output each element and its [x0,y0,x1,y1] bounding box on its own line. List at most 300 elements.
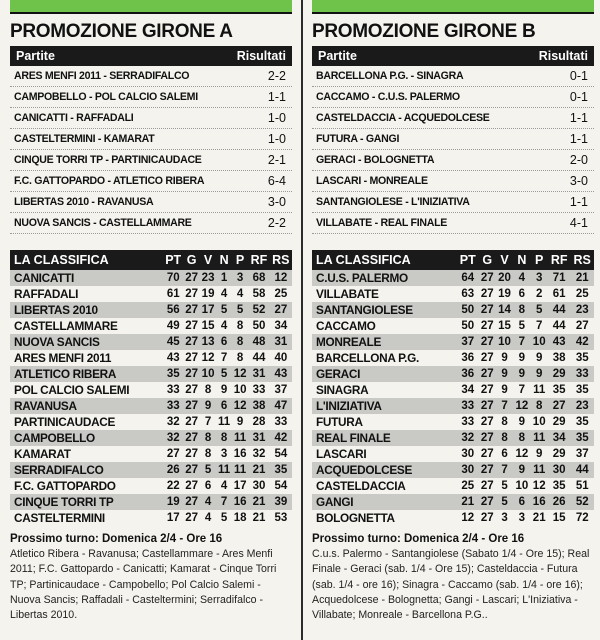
stat-cell: 44 [248,350,269,366]
stat-cell: 40 [270,350,292,366]
team-name: PARTINICAUDACE [10,414,163,430]
stat-cell: 33 [163,398,184,414]
stat-cell: 10 [513,478,530,494]
results-column-label: Risultati [236,49,286,63]
match-result: 2-1 [267,153,286,167]
stat-cell: 23 [570,398,594,414]
stat-cell: 27 [185,480,199,492]
stat-cell: 3 [496,510,513,526]
stat-cell: 11 [531,430,548,446]
stat-cell: 11 [531,462,548,478]
stat-cell: 27 [570,318,594,334]
stat-cell: 7 [513,334,530,350]
standings-row [10,318,292,334]
team-name: CINQUE TORRI TP [10,494,163,510]
stat-cell: 8 [232,334,248,350]
stat-cell: 6 [200,478,216,494]
stat-cell: 27 [479,462,496,478]
stat-cell: 5 [216,510,232,526]
stat-cell: 47 [270,398,292,414]
standings-row [10,302,292,318]
match-teams: CINQUE TORRI TP - PARTINICAUDACE [14,154,202,166]
match-row [10,150,292,171]
team-name: SINAGRA [312,382,457,398]
stat-cell: 3 [216,446,232,462]
stat-cell: 23 [201,272,215,284]
stat-cell: 38 [548,350,571,366]
standings-row [10,414,292,430]
stat-cell: 72 [570,510,594,526]
match-teams: BARCELLONA P.G. - SINAGRA [316,70,464,82]
match-row [10,171,292,192]
stat-cell: 21 [570,270,594,286]
group-title: PROMOZIONE GIRONE A [10,21,233,42]
stat-cell: 27 [479,494,496,510]
stat-cell: 27 [479,270,496,286]
results-header [10,46,292,66]
stat-cell: 27 [479,318,496,334]
stat-cell: 25 [570,286,594,302]
team-name: POL CALCIO SALEMI [10,382,163,398]
stat-cell: 9 [531,446,548,462]
stat-cell: 7 [200,414,216,430]
stat-cell: 8 [513,430,530,446]
stat-cell: 35 [570,350,594,366]
stat-cell: 51 [570,478,594,494]
standings-row [10,382,292,398]
stat-cell: 32 [163,414,184,430]
stat-cell: 37 [570,446,594,462]
match-row [312,171,594,192]
match-list [10,66,292,234]
stat-cell: 50 [248,318,269,334]
stat-cell: 43 [548,334,571,350]
match-result: 1-1 [267,90,286,104]
standings-row [312,350,594,366]
match-teams: GERACI - BOLOGNETTA [316,154,435,166]
stat-cell: 33 [457,414,479,430]
next-round-fixtures: Atletico Ribera - Ravanusa; Castellammare - Ares Menfi 2011; F.C. Gattopardo - Canicatti; Kamarat - Cinque Torri TP; Partinicaudace - Campobello; Pol Calcio Salemi - Nuova Sancis; Raffadali - Casteltermini; Serradifalco - Libertas 2010. [10,548,277,622]
stat-cell: 5 [496,494,513,510]
stat-cell: 50 [457,318,479,334]
stat-cell: 35 [570,430,594,446]
match-result: 3-0 [569,174,588,188]
team-name: BOLOGNETTA [312,510,457,526]
stat-cell: 25 [457,478,479,494]
stat-cell: 7 [531,318,548,334]
stat-cell: 5 [232,302,248,318]
standings-row [312,334,594,350]
standings-row [312,366,594,382]
standings-title: LA CLASSIFICA [10,250,163,270]
team-name: RAFFADALI [10,286,163,302]
stat-cell: 4 [513,270,530,286]
match-result: 1-0 [267,111,286,125]
stat-cell: 9 [513,462,530,478]
standings-column-header: G [183,250,199,270]
team-name: CACCAMO [312,318,457,334]
stat-cell: 34 [457,382,479,398]
match-teams: CASTELDACCIA - ACQUEDOLCESE [316,112,490,124]
standings-row [312,462,594,478]
stat-cell: 50 [457,302,479,318]
stat-cell: 9 [513,366,530,382]
stat-cell: 70 [163,270,184,286]
stat-cell: 31 [248,430,269,446]
standings-row [10,430,292,446]
team-name: CANICATTI [10,270,163,286]
stat-cell: 15 [496,318,513,334]
stat-cell: 52 [570,494,594,510]
stat-cell: 9 [200,398,216,414]
next-round-heading: Prossimo turno: Domenica 2/4 - Ore 16 [10,533,223,545]
stat-cell: 27 [185,496,199,508]
stat-cell: 33 [457,398,479,414]
stat-cell: 8 [531,398,548,414]
stat-cell: 12 [233,400,247,412]
standings-row [10,286,292,302]
stat-cell: 3 [232,270,248,286]
standings-row [10,366,292,382]
stat-cell: 28 [248,414,269,430]
standings-row [10,398,292,414]
stat-cell: 32 [163,430,184,446]
team-name: LIBERTAS 2010 [10,302,163,318]
stat-cell: 27 [479,382,496,398]
stat-cell: 22 [163,478,184,494]
stat-cell: 16 [233,496,247,508]
stat-cell: 17 [163,510,184,526]
stat-cell: 10 [531,334,548,350]
stat-cell: 35 [548,382,571,398]
standings-table [312,250,594,526]
stat-cell: 29 [548,446,571,462]
stat-cell: 8 [232,350,248,366]
standings-row [312,286,594,302]
stat-cell: 8 [200,446,216,462]
standings-header-row [312,250,594,270]
group-a-column [10,0,292,623]
match-row [10,87,292,108]
standings-row [10,334,292,350]
stat-cell: 4 [216,478,232,494]
team-name: ACQUEDOLCESE [312,462,457,478]
stat-cell: 7 [513,382,530,398]
stat-cell: 71 [548,270,571,286]
standings-body [312,270,594,526]
stat-cell: 4 [216,318,232,334]
stat-cell: 34 [270,318,292,334]
standings-column-header: V [496,250,513,270]
standings-row [10,494,292,510]
match-result: 2-2 [267,216,286,230]
match-teams: VILLABATE - REAL FINALE [316,217,448,229]
stat-cell: 27 [479,414,496,430]
match-row [10,108,292,129]
stat-cell: 1 [216,270,232,286]
stat-cell: 11 [232,462,248,478]
stat-cell: 21 [248,494,269,510]
stat-cell: 11 [218,464,231,476]
stat-cell: 33 [248,382,269,398]
team-name: KAMARAT [10,446,163,462]
match-row [312,87,594,108]
standings-row [312,302,594,318]
stat-cell: 9 [496,366,513,382]
stat-cell: 27 [185,272,199,284]
match-row [312,150,594,171]
stat-cell: 12 [270,270,292,286]
standings-row [312,446,594,462]
stat-cell: 31 [270,334,292,350]
stat-cell: 3 [513,510,530,526]
stat-cell: 25 [270,286,292,302]
green-header-bar [10,0,292,14]
stat-cell: 17 [233,480,247,492]
match-result: 3-0 [267,195,286,209]
stat-cell: 26 [163,462,184,478]
standings-row [10,462,292,478]
stat-cell: 10 [531,414,548,430]
stat-cell: 27 [185,352,199,364]
standings-row [10,350,292,366]
stat-cell: 45 [163,334,184,350]
stat-cell: 7 [496,398,513,414]
stat-cell: 7 [216,494,232,510]
standings-row [312,494,594,510]
match-result: 1-0 [267,132,286,146]
stat-cell: 11 [531,382,548,398]
stat-cell: 27 [479,430,496,446]
stat-cell: 6 [513,494,530,510]
standings-column-header: RS [270,250,292,270]
match-teams: CASTELTERMINI - KAMARAT [14,133,155,145]
standings-row [312,318,594,334]
team-name: LASCARI [312,446,457,462]
stat-cell: 16 [531,494,548,510]
stat-cell: 42 [570,334,594,350]
standings-row [312,430,594,446]
stat-cell: 11 [232,430,248,446]
stat-cell: 33 [570,366,594,382]
stat-cell: 27 [163,446,184,462]
stat-cell: 20 [496,270,513,286]
standings-row [312,270,594,286]
standings-row [10,478,292,494]
team-name: CASTELDACCIA [312,478,457,494]
stat-cell: 5 [531,302,548,318]
standings-row [10,446,292,462]
stat-cell: 12 [233,368,247,380]
stat-cell: 6 [496,446,513,462]
match-teams: LASCARI - MONREALE [316,175,428,187]
team-name: GERACI [312,366,457,382]
stat-cell: 33 [270,414,292,430]
stat-cell: 61 [163,286,184,302]
stat-cell: 21 [248,462,269,478]
team-name: SERRADIFALCO [10,462,163,478]
stat-cell: 36 [457,350,479,366]
stat-cell: 16 [233,448,247,460]
standings-column-header: P [531,250,548,270]
stat-cell: 32 [457,430,479,446]
stat-cell: 9 [232,414,248,430]
stat-cell: 21 [248,510,269,526]
standings-column-header: V [200,250,216,270]
stat-cell: 8 [200,430,216,446]
standings-title: LA CLASSIFICA [312,250,457,270]
standings-column-header: P [232,250,248,270]
stat-cell: 35 [570,382,594,398]
stat-cell: 27 [548,398,571,414]
stat-cell: 7 [216,350,232,366]
stat-cell: 12 [201,352,215,364]
stat-cell: 27 [185,432,199,444]
stat-cell: 9 [531,350,548,366]
stat-cell: 35 [548,478,571,494]
stat-cell: 8 [200,382,216,398]
stat-cell: 30 [248,478,269,494]
stat-cell: 19 [163,494,184,510]
match-result: 1-1 [569,195,588,209]
stat-cell: 27 [185,384,199,396]
stat-cell: 27 [479,366,496,382]
match-row [10,66,292,87]
stat-cell: 15 [548,510,571,526]
stat-cell: 30 [548,462,571,478]
match-row [10,192,292,213]
stat-cell: 5 [496,478,513,494]
match-row [312,108,594,129]
next-round-heading: Prossimo turno: Domenica 2/4 - Ore 16 [312,533,525,545]
stat-cell: 30 [457,462,479,478]
stat-cell: 18 [233,512,247,524]
match-result: 1-1 [569,111,588,125]
standings-row [312,478,594,494]
standings-row [10,510,292,526]
stat-cell: 27 [479,350,496,366]
team-name: CAMPOBELLO [10,430,163,446]
team-name: ARES MENFI 2011 [10,350,163,366]
stat-cell: 12 [457,510,479,526]
team-name: CASTELTERMINI [10,510,163,526]
stat-cell: 29 [548,366,571,382]
stat-cell: 35 [270,462,292,478]
stat-cell: 27 [185,304,199,316]
stat-cell: 54 [270,446,292,462]
stat-cell: 27 [185,368,199,380]
team-name: FUTURA [312,414,457,430]
stat-cell: 2 [531,286,548,302]
stat-cell: 27 [185,336,199,348]
match-teams: F.C. GATTOPARDO - ATLETICO RIBERA [14,175,205,187]
stat-cell: 30 [457,446,479,462]
standings-column-header: PT [163,250,184,270]
stat-cell: 27 [270,302,292,318]
stat-cell: 58 [248,286,269,302]
stat-cell: 7 [496,462,513,478]
stat-cell: 52 [248,302,269,318]
stat-cell: 39 [270,494,292,510]
standings-header-row [10,250,292,270]
stat-cell: 4 [200,494,216,510]
stat-cell: 44 [548,302,571,318]
stat-cell: 8 [232,318,248,334]
stat-cell: 9 [216,382,232,398]
stat-cell: 6 [216,398,232,414]
stat-cell: 4 [232,286,248,302]
match-teams: CANICATTI - RAFFADALI [14,112,134,124]
match-row [10,129,292,150]
stat-cell: 5 [216,302,232,318]
team-name: SANTANGIOLESE [312,302,457,318]
stat-cell: 27 [479,398,496,414]
match-row [312,129,594,150]
group-b-column [312,0,594,623]
stat-cell: 17 [201,304,215,316]
match-teams: FUTURA - GANGI [316,133,400,145]
standings-row [10,270,292,286]
results-header [312,46,594,66]
match-teams: LIBERTAS 2010 - RAVANUSA [14,196,154,208]
match-result: 2-2 [267,69,286,83]
team-name: VILLABATE [312,286,457,302]
stat-cell: 9 [513,350,530,366]
standings-column-header: N [216,250,232,270]
standings-row [312,398,594,414]
stat-cell: 27 [185,448,199,460]
stat-cell: 8 [496,414,513,430]
stat-cell: 21 [457,494,479,510]
stat-cell: 23 [570,302,594,318]
match-result: 0-1 [569,90,588,104]
match-teams: SANTANGIOLESE - L'INIZIATIVA [316,196,470,208]
stat-cell: 49 [163,318,184,334]
match-row [312,213,594,234]
match-row [10,213,292,234]
stat-cell: 43 [270,366,292,382]
stat-cell: 19 [201,288,215,300]
team-name: MONREALE [312,334,457,350]
stat-cell: 43 [163,350,184,366]
stat-cell: 4 [200,510,216,526]
column-divider [301,0,303,640]
standings-column-header: N [513,250,530,270]
stat-cell: 6 [513,286,530,302]
stat-cell: 56 [163,302,184,318]
stat-cell: 26 [548,494,571,510]
stat-cell: 44 [548,318,571,334]
stat-cell: 31 [248,366,269,382]
stat-cell: 8 [216,430,232,446]
stat-cell: 44 [570,462,594,478]
stat-cell: 3 [531,270,548,286]
stat-cell: 32 [248,446,269,462]
standings-column-header: RS [570,250,594,270]
stat-cell: 64 [457,270,479,286]
next-round-fixtures: C.u.s. Palermo - Santangiolese (Sabato 1/4 - Ore 15); Real Finale - Geraci (sab. 1/4 - Ore 15); Casteldaccia - Futura (sab. 1/4 - ore 16); Sinagra - Caccamo (sab. 1/4 - ore 16); Acquedolcese - Bolognetta; Gangi - Lascari; L'Iniziativa - Villabate; Monreale - Barcellona P.G.. [312,548,590,622]
standings-table [10,250,292,526]
stat-cell: 27 [185,416,199,428]
stat-cell: 9 [513,414,530,430]
standings-body [10,270,292,526]
stat-cell: 38 [248,398,269,414]
stat-cell: 8 [513,302,530,318]
match-teams: CACCAMO - C.U.S. PALERMO [316,91,460,103]
stat-cell: 5 [216,366,232,382]
stat-cell: 27 [185,464,199,476]
match-result: 0-1 [569,69,588,83]
